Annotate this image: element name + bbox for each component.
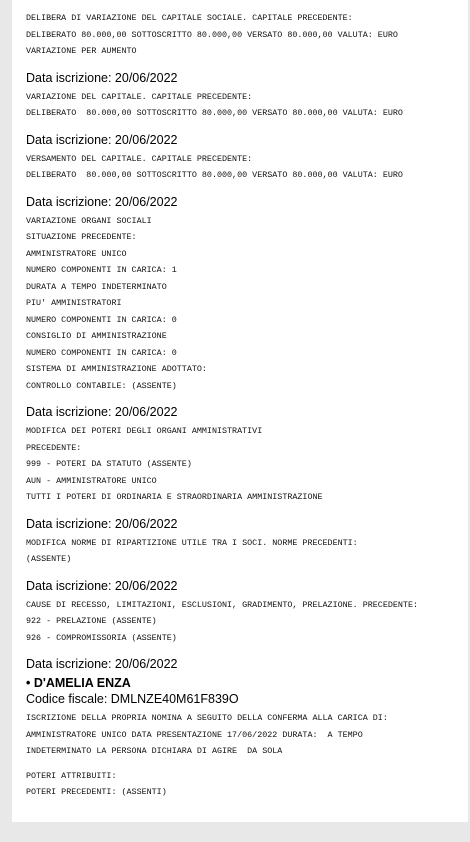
document-page	[12, 0, 468, 822]
entry-line: DELIBERATO 80.000,00 SOTTOSCRITTO 80.000,00 VERSATO 80.000,00 VALUTA: EURO	[26, 170, 403, 180]
spacer	[26, 760, 466, 768]
entry-person-appointment	[26, 656, 466, 801]
entry-line: 999 - POTERI DA STATUTO (ASSENTE)	[26, 459, 192, 469]
entry-capital-deliberation	[26, 10, 466, 60]
registration-date-header: Data iscrizione: 20/06/2022	[26, 194, 178, 209]
entry-capital-variation	[26, 70, 466, 122]
entry-line: INDETERMINATO LA PERSONA DICHIARA DI AGIRE DA SOLA	[26, 746, 283, 756]
entry-line: POTERI ATTRIBUITI:	[26, 770, 117, 781]
entry-line: SISTEMA DI AMMINISTRAZIONE ADOTTATO:	[26, 364, 207, 374]
entry-line: AUN - AMMINISTRATORE UNICO	[26, 475, 157, 486]
entry-line: VERSAMENTO DEL CAPITALE. CAPITALE PRECEDENTE:	[26, 153, 253, 164]
registration-date-header: Data iscrizione: 20/06/2022	[26, 70, 178, 85]
entry-line: AMMINISTRATORE UNICO	[26, 248, 127, 259]
entry-line: 922 - PRELAZIONE (ASSENTE)	[26, 616, 157, 626]
entry-line: SITUAZIONE PRECEDENTE:	[26, 232, 137, 242]
entry-line: MODIFICA NORME DI RIPARTIZIONE UTILE TRA I SOCI. NORME PRECEDENTI:	[26, 537, 358, 548]
entry-line: DELIBERATO 80.000,00 SOTTOSCRITTO 80.000,00 VERSATO 80.000,00 VALUTA: EURO	[26, 29, 398, 40]
entry-line: PIU' AMMINISTRATORI	[26, 298, 122, 308]
entry-line: MODIFICA DEI POTERI DEGLI ORGANI AMMINISTRATIVI	[26, 426, 263, 436]
entry-profit-distribution	[26, 516, 466, 568]
entry-line: NUMERO COMPONENTI IN CARICA: 0	[26, 347, 177, 358]
entry-line: DELIBERATO 80.000,00 SOTTOSCRITTO 80.000,00 VERSATO 80.000,00 VALUTA: EURO	[26, 108, 403, 118]
entry-line: VARIAZIONE DEL CAPITALE. CAPITALE PRECEDENTE:	[26, 91, 253, 102]
entry-line: CONSIGLIO DI AMMINISTRAZIONE	[26, 331, 167, 341]
entry-line: DELIBERA DI VARIAZIONE DEL CAPITALE SOCIALE. CAPITALE PRECEDENTE:	[26, 13, 353, 23]
entry-line: CONTROLLO CONTABILE: (ASSENTE)	[26, 380, 177, 391]
entry-line: DURATA A TEMPO INDETERMINATO	[26, 281, 167, 292]
entry-line: 926 - COMPROMISSORIA (ASSENTE)	[26, 632, 177, 643]
entry-line: PRECEDENTE:	[26, 442, 82, 453]
entry-line: NUMERO COMPONENTI IN CARICA: 1	[26, 265, 177, 275]
entry-line: POTERI PRECEDENTI: (ASSENTI)	[26, 787, 167, 797]
document-content	[26, 10, 466, 801]
entry-line: ISCRIZIONE DELLA PROPRIA NOMINA A SEGUITO DELLA CONFERMA ALLA CARICA DI:	[26, 713, 388, 723]
tax-code: Codice fiscale: DMLNZE40M61F839O	[26, 692, 239, 706]
entry-line: VARIAZIONE PER AUMENTO	[26, 46, 137, 56]
entry-line: TUTTI I POTERI DI ORDINARIA E STRAORDINARIA AMMINISTRAZIONE	[26, 492, 323, 502]
registration-date-header: Data iscrizione: 20/06/2022	[26, 405, 178, 419]
entry-corporate-bodies	[26, 194, 466, 395]
registration-date-header: Data iscrizione: 20/06/2022	[26, 657, 178, 671]
registration-date-header: Data iscrizione: 20/06/2022	[26, 516, 178, 531]
entry-withdrawal-clauses	[26, 578, 466, 647]
entry-line: CAUSE DI RECESSO, LIMITAZIONI, ESCLUSIONI, GRADIMENTO, PRELAZIONE. PRECEDENTE:	[26, 599, 419, 610]
registration-date-header: Data iscrizione: 20/06/2022	[26, 132, 178, 147]
entry-capital-payment	[26, 132, 466, 184]
entry-line: AMMINISTRATORE UNICO DATA PRESENTAZIONE 17/06/2022 DURATA: A TEMPO	[26, 729, 363, 740]
entry-line: (ASSENTE)	[26, 554, 72, 564]
entry-line: NUMERO COMPONENTI IN CARICA: 0	[26, 314, 177, 325]
entry-line: VARIAZIONE ORGANI SOCIALI	[26, 215, 152, 226]
entry-administrative-powers	[26, 404, 466, 506]
person-name: • D'AMELIA ENZA	[26, 676, 131, 690]
registration-date-header: Data iscrizione: 20/06/2022	[26, 578, 178, 593]
